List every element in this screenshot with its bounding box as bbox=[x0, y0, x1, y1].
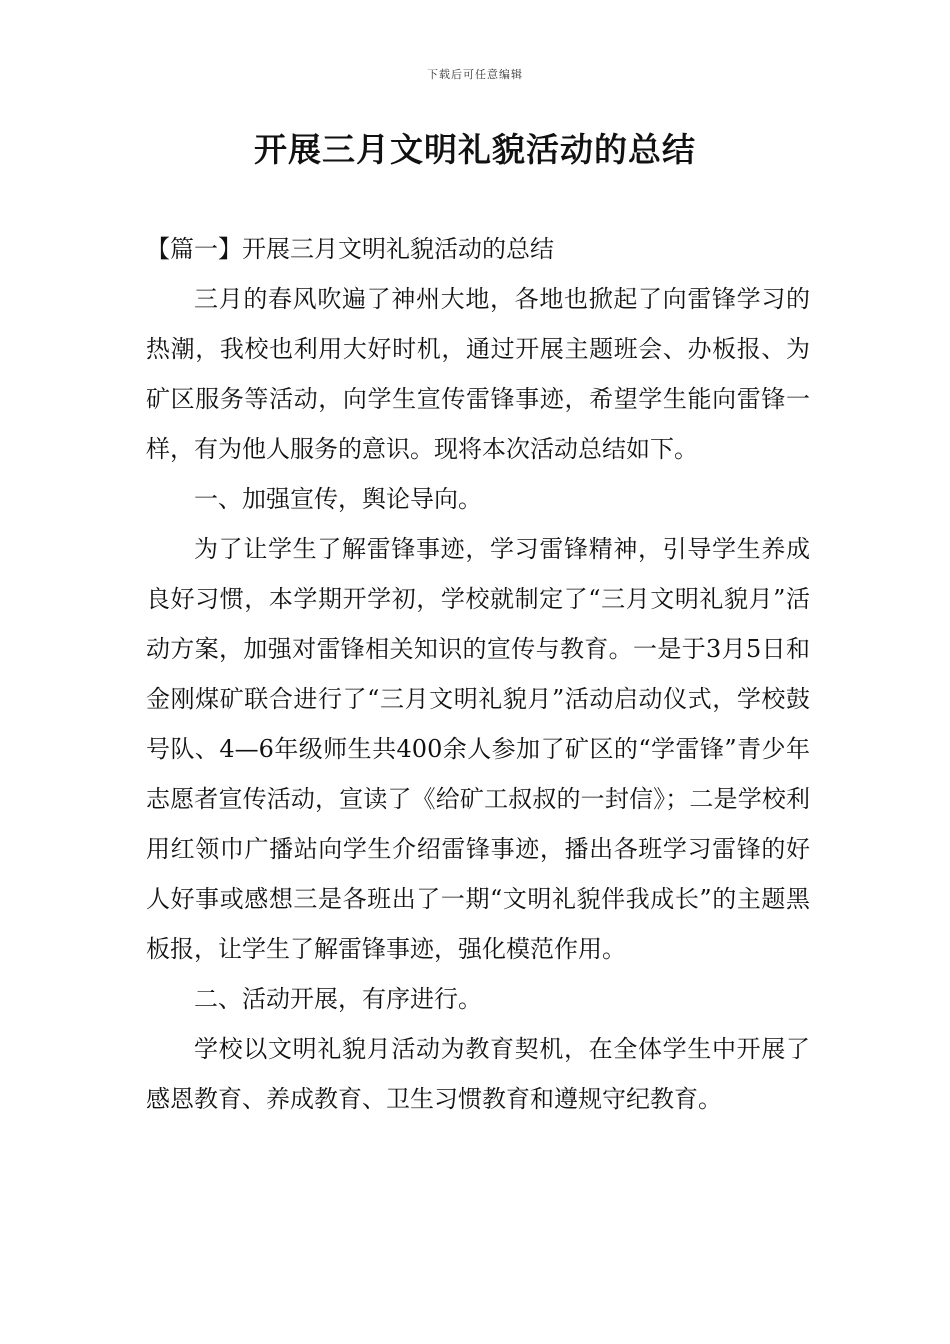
section-heading: 【篇一】开展三月文明礼貌活动的总结 bbox=[146, 235, 554, 263]
body-paragraph: 学校以文明礼貌月活动为教育契机，在全体学生中开展了感恩教育、养成教育、卫生习惯教育和遵规守纪教育。 bbox=[146, 1035, 810, 1113]
subsection-heading: 一、加强宣传，舆论导向。 bbox=[194, 485, 482, 513]
subsection-heading: 二、活动开展，有序进行。 bbox=[194, 985, 482, 1013]
header-note: 下载后可任意编辑 bbox=[427, 68, 523, 81]
body-paragraph: 为了让学生了解雷锋事迹，学习雷锋精神，引导学生养成良好习惯，本学期开学初，学校就制定了“三月文明礼貌月”活动方案，加强对雷锋相关知识的宣传与教育。一是于3月5日和金刚煤矿联合进行了“三月文明礼貌月”活动启动仪式，学校鼓号队、4—6年级师生共400余人参加了矿区的“学雷锋”青少年志愿者宣传活动，宣读了《给矿工叔叔的一封信》；二是学校利用红领巾广播站向学生介绍雷锋事迹，播出各班学习雷锋的好人好事或感想三是各班出了一期“文明礼貌伴我成长”的主题黑板报，让学生了解雷锋事迹，强化模范作用。 bbox=[146, 535, 810, 963]
document-body bbox=[146, 224, 810, 1124]
document-title: 开展三月文明礼貌活动的总结 bbox=[254, 130, 696, 169]
body-paragraph: 三月的春风吹遍了神州大地，各地也掀起了向雷锋学习的热潮，我校也利用大好时机，通过开展主题班会、办板报、为矿区服务等活动，向学生宣传雷锋事迹，希望学生能向雷锋一样，有为他人服务的意识。现将本次活动总结如下。 bbox=[146, 285, 810, 463]
